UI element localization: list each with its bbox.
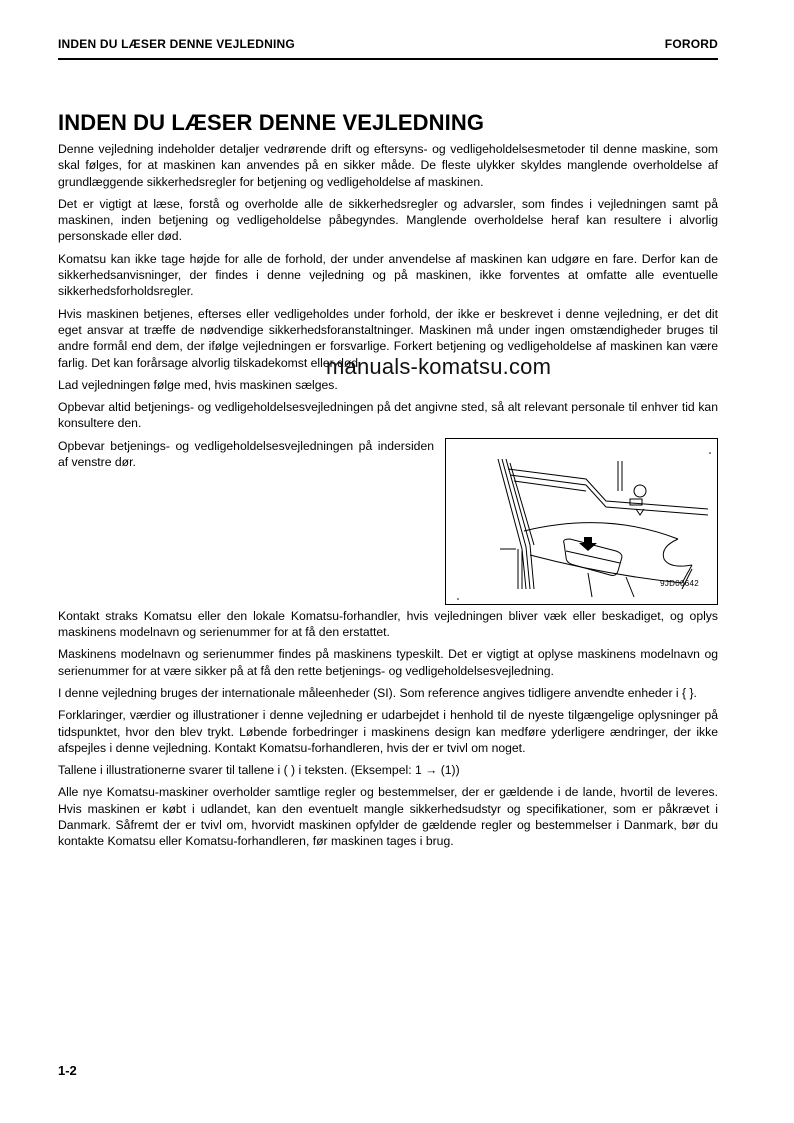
header-section-title: INDEN DU LÆSER DENNE VEJLEDNING <box>58 37 295 51</box>
paragraph: Komatsu kan ikke tage højde for alle de forhold, der under anvendelse af maskinen kan udgøre en fare. Derfor kan de sikkerhedsanvisninger, der findes i denne vejledning og på maskinen, ikke forventes at omfatte alle eventuelle sikkerhedsforholdsregler. <box>58 251 718 299</box>
paragraph: Lad vejledningen følge med, hvis maskinen sælges. <box>58 377 338 392</box>
figure-row <box>58 438 718 608</box>
paragraph: Opbevar altid betjenings- og vedligeholdelsesvejledningen på det angivne sted, så alt relevant personale til enhver tid kan konsultere den. <box>58 400 718 431</box>
paragraph: Denne vejledning indeholder detaljer vedrørende drift og eftersyns- og vedligeholdelsesmetoder til denne maskine, som skal følges, for at maskinen kan anvendes på en sikker måde. De fleste ulykker skyldes manglende overholdelse af grundlæggende sikkerhedsregler for betjening og vedligeholdelse af maskinen. <box>58 142 718 189</box>
paragraph: Forklaringer, værdier og illustrationer i denne vejledning er udarbejdet i henhold til de nyeste tilgængelige oplysninger på tidspunktet, hvor den blev trykt. Løbende forbedringer i maskinens design kan medføre yderligere ændringer, der ikke afspejles i denne vejledning. Kontakt Komatsu-forhandleren, hvis der er tvivl om noget. <box>58 708 718 755</box>
paragraph: Kontakt straks Komatsu eller den lokale Komatsu-forhandler, hvis vejledningen bliver væk eller beskadiget, og oplys maskinens modelnavn og serienummer for at få den erstattet. <box>58 608 718 640</box>
figure-code: 9JD00642 <box>660 579 699 589</box>
figure-caption-paragraph: Opbevar betjenings- og vedligeholdelsesvejledningen på indersiden af venstre dør. <box>58 438 434 470</box>
header-chapter: FORORD <box>664 37 718 51</box>
header-rule <box>58 58 718 60</box>
running-header <box>58 37 718 53</box>
paragraph: Alle nye Komatsu-maskiner overholder samtlige regler og bestemmelser, der er gældende i de lande, hvortil de leveres. Hvis maskinen er købt i udlandet, kan den eventuelt mangle sikkerhedsudstyr og specifikationer, som er påkrævet i Danmark. Såfremt der er tvivl om, hvorvidt maskinen opfylder de gældende regler og bestemmelser i Danmark, bør du kontakte Komatsu eller Komatsu-forhandleren, før maskinen tages i brug. <box>58 785 718 849</box>
paragraph: Tallene i illustrationerne svarer til tallene i ( ) i teksten. (Eksempel: 1 → (1)) <box>58 763 460 778</box>
paragraph: Maskinens modelnavn og serienummer findes på maskinens typeskilt. Det er vigtigt at oplyse maskinens modelnavn og serienummer for at være sikker på at få den rette betjenings- og vedligeholdelsesvejledning. <box>58 647 718 678</box>
paragraph: I denne vejledning bruges der internationale måleenheder (SI). Som reference angives tidligere anvendte enheder i { }. <box>58 685 697 700</box>
page-title: INDEN DU LÆSER DENNE VEJLEDNING <box>58 110 485 135</box>
page-number: 1-2 <box>58 1063 77 1078</box>
body-text <box>58 141 718 856</box>
watermark: manuals-komatsu.com <box>326 354 552 379</box>
paragraph: Hvis maskinen betjenes, efterses eller vedligeholdes under forhold, der ikke er beskrevet i denne vejledning, er det dit eget ansvar at træffe de nødvendige sikkerhedsforanstaltninger. Maskinen må under ingen omstændigheder bruges til andre formål end dem, der ifølge vejledningen er forsvarlige. Forkert betjening og vedligeholdelse af maskinen kan være farlig. Det kan forårsage alvorlig tilskadekomst eller død. <box>58 306 718 370</box>
figure-door-pocket <box>445 438 718 605</box>
paragraph: Det er vigtigt at læse, forstå og overholde alle de sikkerhedsregler og advarsler, som findes i vejledningen samt på maskinen, inden betjening og vedligeholdelse påbegyndes. Manglende overholdelse heraf kan resultere i alvorlig personskade eller død. <box>58 196 718 244</box>
